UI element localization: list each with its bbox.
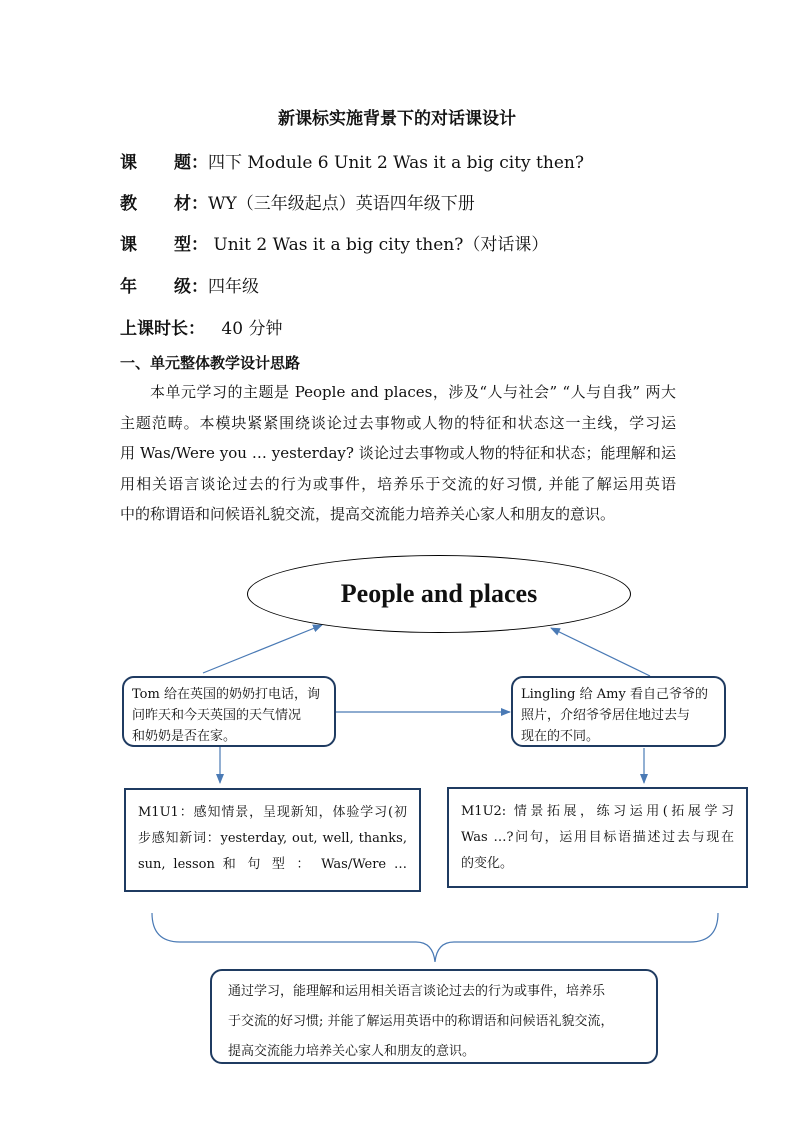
box-line: 于交流的好习惯; 并能了解运用英语中的称谓语和问候语礼貌交流， [228,1014,614,1029]
box-line: 问昨天和今天英国的天气情况 [132,708,302,723]
paragraph-line: 本单元学习的主题是 People and places，涉及“人与社会” “人与自我” 两大 [150,383,676,401]
box-line: Tom 给在英国的奶奶打电话，询 [132,687,320,702]
right-scenario-box [511,676,726,747]
box-line: 提高交流能力培养关心家人和朋友的意识。 [228,1044,476,1059]
info-label-a: 年 [120,277,137,297]
box-line: 现在的不同。 [521,729,600,744]
info-label-b: 级： [174,277,208,297]
info-value: 四年级 [208,277,259,297]
m1u2-box [447,787,748,888]
box-line: Was …?问句，运用目标语描述过去与现在 [461,830,734,845]
center-topic-ellipse [247,555,631,633]
info-value: WY（三年级起点）英语四年级下册 [208,194,475,214]
info-label-b: 材： [174,194,208,214]
info-value: 四下 Module 6 Unit 2 Was it a big city then? [208,153,584,173]
box-line: M1U1：感知情景，呈现新知，体验学习(初 [138,805,407,820]
m1u1-box [124,788,421,892]
paragraph-line: 中的称谓语和问候语礼貌交流，提高交流能力培养关心家人和朋友的意识。 [120,505,616,523]
paragraph-line: 用相关语言谈论过去的行为或事件，培养乐于交流的好习惯, 并能了解运用英语 [120,474,676,493]
info-label-a: 教 [120,194,137,214]
summary-box [210,969,658,1064]
box-line: Lingling 给 Amy 看自己爷爷的 [521,687,708,702]
info-label-b: 型： [174,235,208,255]
info-value: 40 分钟 [216,319,283,339]
box-line: 步感知新词：yesterday, out, well, thanks, [138,831,407,846]
info-label-b: 题： [174,153,208,173]
paragraph-line: 主题范畴。本模块紧紧围绕谈论过去事物或人物的特征和状态这一主线，学习运 [120,413,676,432]
arrow-right-to-center [551,628,650,676]
document-title: 新课标实施背景下的对话课设计 [278,109,516,129]
info-label-a: 课 [120,235,137,255]
box-line: 的变化。 [461,856,514,871]
info-label-a: 课 [120,153,137,173]
box-line: 通过学习，能理解和运用相关语言谈论过去的行为或事件，培养乐 [228,984,606,999]
paragraph-line: 用 Was/Were you … yesterday? 谈论过去事物或人物的特征和状态；能理解和运 [120,444,676,462]
box-line: 照片，介绍爷爷居住地过去与 [521,708,691,723]
center-topic-text: People and places [340,579,538,608]
info-value: Unit 2 Was it a big city then?（对话课） [208,235,549,255]
arrow-left-to-center [203,625,322,673]
curly-brace [152,913,718,962]
section-heading: 一、单元整体教学设计思路 [120,354,301,372]
info-label-full: 上课时长： [120,319,205,339]
box-line: 和奶奶是否在家。 [132,729,237,744]
box-line: M1U2: 情景拓展，练习运用(拓展学习 [461,804,734,819]
box-line: sun, lesson 和 句 型 ： Was/Were … [138,857,407,872]
left-scenario-box [122,676,336,747]
